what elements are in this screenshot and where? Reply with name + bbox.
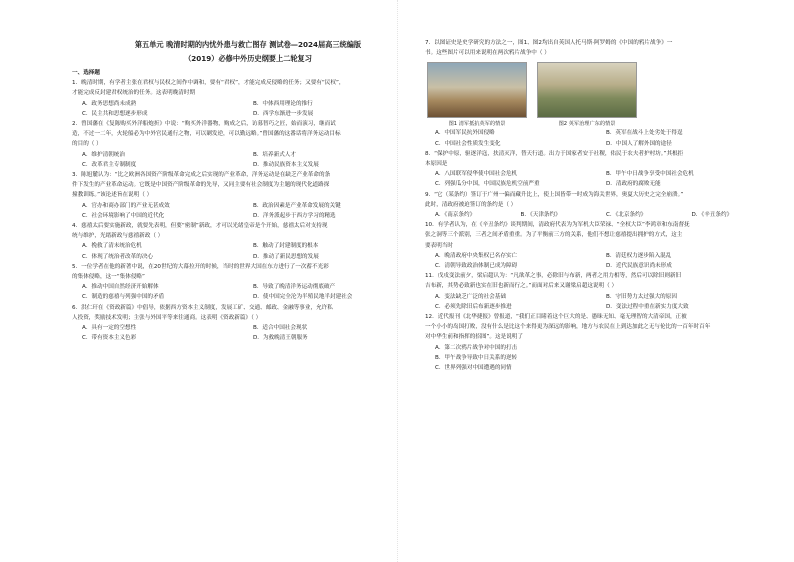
answer-option: A．挽救了清末统治危机 bbox=[82, 243, 142, 250]
question-text-line: 书。这些图片可以用来说明在两次鸦片战争中（ ） bbox=[425, 50, 550, 57]
answer-option: C．体现了统治者改革的决心 bbox=[82, 253, 154, 260]
answer-options bbox=[425, 251, 777, 271]
question-text-line: 9．“它（某条约）签订于广州一偏而藏升比上，使上国皆带一时成为海关世界，奥夏大历史之完全崩溃。” bbox=[425, 191, 684, 198]
answer-option: A．中国军民抗外国侵略 bbox=[435, 130, 495, 137]
figure-caption: 图1 清军抵抗英军的情景 bbox=[448, 121, 506, 128]
answer-option: B．政治因素是产业革命发展的关键 bbox=[253, 202, 341, 209]
question-text-line: 张之洞等三个派别，三者之间矛盾重重。为了平衡前三方的关系，他们不想让慈禧提出拥护的方式，这主 bbox=[425, 232, 683, 239]
figure-captions bbox=[425, 120, 777, 128]
answer-options bbox=[72, 241, 424, 261]
left-question-list bbox=[72, 78, 424, 343]
answer-option: B．触动了封建制度的根本 bbox=[253, 243, 319, 250]
answer-option: D．洋务派起步于西方学习的精选 bbox=[253, 212, 336, 219]
answer-option: C．中国社会性质发生变化 bbox=[435, 140, 501, 147]
answer-option: C．必须先除旧后布新逐步推进 bbox=[435, 303, 512, 310]
question-text-line: 件下发生的产业革命运动。它既是中国资产阶级革命的先导，又同主要有社会制度为主题的现代化道路探 bbox=[72, 182, 330, 189]
question-block bbox=[425, 312, 777, 373]
answer-option: B．甲午战争导致中日关系的逆转 bbox=[435, 354, 518, 361]
question-block bbox=[425, 220, 777, 271]
question-text-line: 造，不过一二年，火轮船必为中外官民通行之物，可以剿发逆，可以勤远略。”曾国藩的这番话将洋务运动目标 bbox=[72, 131, 341, 138]
answer-options bbox=[72, 282, 424, 302]
figure-1-image bbox=[427, 62, 527, 118]
question-text-line: 5．一位学者在他的新著中说，在20世纪的大幕拉开的时候，当时的世界大国在东方进行了一次蓄不光彩 bbox=[72, 263, 329, 270]
question-block bbox=[72, 303, 424, 344]
section-heading: 一、选择题 bbox=[72, 70, 100, 76]
question-text-line: 10．有学者认为，在《辛丑条约》谈判期间，清政府代表为为军机大臣荣禄、“全权大臣”李鸿章和东南督抚 bbox=[425, 222, 690, 229]
answer-option: A．官办和商办部门的产业无甚成效 bbox=[82, 202, 170, 209]
question-block bbox=[72, 170, 424, 221]
exam-title bbox=[72, 38, 424, 66]
answer-option: A．变法缺乏广泛的社会基础 bbox=[435, 293, 506, 300]
answer-option: A．《南京条约》 bbox=[435, 212, 476, 219]
answer-option: C．《北京条约》 bbox=[606, 212, 647, 219]
question-text-line: 1．晚清时期，有学者主张在君权与民权之间作中调和，要有“君权”，才能完成反侵略的任务；又要有“民权”， bbox=[72, 80, 345, 87]
answer-option: C．清朝导致政治体制已成为障碍 bbox=[435, 263, 518, 270]
answer-option: C．改革君主专制制度 bbox=[82, 161, 137, 168]
question-block bbox=[72, 262, 424, 303]
question-text-line: 一个小小的岛国打败，没有什么是比这个来得更为深远的影响，地方与农民在上到达加此之无与伦比的一百年时百年 bbox=[425, 324, 711, 331]
answer-option: B．守旧势力太过强大的原因 bbox=[606, 293, 677, 300]
question-text-line: 3．陈旭麓认为：“比之欧洲各国资产阶级革命完成之后实现的产业革命，洋务运动是在缺乏产业革命的条 bbox=[72, 172, 331, 179]
answer-option: C．制造的慈禧与列强中国的矛盾 bbox=[82, 294, 165, 301]
answer-option: A．第二次鸦片战争对中国的打击 bbox=[435, 344, 518, 351]
question-text-line: 对中华生前和指挥的招图”。这是说明了 bbox=[425, 334, 523, 341]
figure-2-image bbox=[537, 62, 637, 118]
answer-options bbox=[425, 292, 777, 312]
question-block bbox=[425, 190, 777, 221]
answer-option: D．推动了新民思想的发展 bbox=[253, 253, 319, 260]
question-block bbox=[72, 221, 424, 262]
answer-option: B．《天津条约》 bbox=[520, 212, 561, 219]
answer-option: C．社会环境影响了中国的近代化 bbox=[82, 212, 165, 219]
answer-option: A．八国联军侵华使中国社会危机 bbox=[435, 171, 518, 178]
question-text-line: 撞教训练。”该论述旨在说明（ ） bbox=[72, 192, 153, 199]
answer-options bbox=[425, 343, 777, 374]
answer-option: D．推动民族资本主义发展 bbox=[253, 161, 319, 168]
answer-option: B．甲午中日战争享受中国社会危机 bbox=[606, 171, 694, 178]
answer-option: C．列强瓜分中国，中国民族危机空前严重 bbox=[435, 181, 540, 188]
question-text-line: 11．戊戌变法前夕，梁启超认为：“凡欲革之事，必除旧与布新，两者之用力相等，然后可以除旧则新旧 bbox=[425, 273, 682, 280]
answer-options bbox=[72, 323, 424, 343]
answer-option: C．带有资本主义色彩 bbox=[82, 335, 137, 342]
figure-row bbox=[425, 62, 777, 118]
answer-option: D．西学东渐进一步发展 bbox=[253, 110, 314, 117]
answer-option: C．世界列强对中国遭遇的同情 bbox=[435, 365, 512, 372]
answer-option: B．导致了晚清洋务运动彻底破产 bbox=[253, 284, 336, 291]
answer-option: D．中国人了解外国的途径 bbox=[606, 140, 672, 147]
question-text-line: 2．曾国藩在《复陈购买外洋船炮折》中说：“购买外洋器物，购成之后，访募智巧之匠，始而演习，继而试 bbox=[72, 121, 336, 128]
question-text-line: 吉布新，其势必致新也实在旧也新而行之。”而面对后来又谢梁启超这说明（ ） bbox=[425, 283, 618, 290]
answer-option: A．具有一定的空想性 bbox=[82, 325, 137, 332]
answer-option: A．维护清朝统治 bbox=[82, 151, 125, 158]
answer-option: B．英军在战斗上处劣处于得逞 bbox=[606, 130, 683, 137]
answer-options bbox=[72, 150, 424, 170]
answer-option: D．使中国完全沦为半殖民地半封建社会 bbox=[253, 294, 353, 301]
question-text-line: 7．以图证史是史学研究的方法之一，图1、图2均出自英国人托马斯·阿罗姆的《中国的鸦片战争》一 bbox=[425, 40, 673, 46]
answer-option: D．为救晚清王朝服务 bbox=[253, 335, 308, 342]
question-block bbox=[72, 78, 424, 119]
answer-option: D．清政府的腐败无能 bbox=[606, 181, 661, 188]
question-text-line: 4．慈禧太后要实施新政，就要先表明，但要“密制”新政，才可以光绪皇帝是个开始，慈禧太后对支持现 bbox=[72, 223, 328, 230]
question-text-line: 人投资，奖励技术发明；主张与外国平等来往通商。这表明《资政新篇》（ ） bbox=[72, 314, 262, 321]
question-text-line: 才能完成反封建君权统治的任务。这表明晚清时期 bbox=[72, 90, 196, 97]
question-text-line: 的集体侵略，这一“集体侵略” bbox=[72, 274, 145, 281]
right-column bbox=[425, 38, 777, 373]
question-text-line: 6．洪仁玕在《资政新篇》中倡导，依据西方资本主义制度，发展工矿、交通、邮政、金融等事业，允许私 bbox=[72, 304, 333, 311]
answer-option: D．变法过程中重在新实力度大致 bbox=[606, 303, 689, 310]
answer-options bbox=[72, 99, 424, 119]
left-column bbox=[72, 38, 424, 343]
answer-option: A．推动中国自然经济开始解体 bbox=[82, 284, 159, 291]
question-text-line: 统与维护，光绪新政与慈禧新政（ ） bbox=[72, 233, 164, 240]
question-text-line: 的目的（ ） bbox=[72, 141, 102, 148]
answer-option: B．中体西用理论的推行 bbox=[253, 100, 313, 107]
question-block bbox=[425, 38, 777, 149]
question-text-line: 本原因是 bbox=[425, 161, 448, 168]
question-block bbox=[425, 271, 777, 312]
answer-option: D．近代民族意识尚未形成 bbox=[606, 263, 672, 270]
question-text-line: 8．“保护中原，驱逐洋寇，扶清灭洋，替天行道。出力于国家者安于社稷，佑民于农夫者护村坊。”其根拒 bbox=[425, 150, 684, 157]
answer-option: A．政务思想尚未成熟 bbox=[82, 100, 137, 107]
answer-option: D．《辛丑条约》 bbox=[691, 212, 733, 219]
figure-caption: 图2 英军治理广东的情景 bbox=[558, 121, 616, 128]
answer-options bbox=[72, 201, 424, 221]
answer-options bbox=[425, 210, 777, 220]
answer-option: B．培养新式人才 bbox=[253, 151, 296, 158]
answer-options bbox=[425, 128, 777, 148]
question-block bbox=[425, 149, 777, 190]
answer-option: A．晚清政府中央集权已名存实亡 bbox=[435, 252, 518, 259]
exam-title-line-2: （2019）必修中外历史纲要上二轮复习 bbox=[184, 54, 312, 63]
answer-option: C．民主共和思想逐步形成 bbox=[82, 110, 148, 117]
answer-options bbox=[425, 169, 777, 189]
answer-option: B．适合中国社会现状 bbox=[253, 325, 308, 332]
right-question-list bbox=[425, 38, 777, 373]
exam-title-line-1: 第五单元 晚清时期的内忧外患与救亡图存 测试卷—2024届高三统编版 bbox=[134, 40, 362, 49]
question-text-line: 要表明当时 bbox=[425, 242, 453, 249]
answer-option: B．清廷权力逐步陷入混乱 bbox=[606, 252, 672, 259]
question-block bbox=[72, 119, 424, 170]
question-text-line: 12．近代报刊《北华捷报》曾报道，“我们正目睹着这个巨大的是、愚昧无知、毫无理智的大清帝国，正被 bbox=[425, 314, 687, 321]
question-text-line: 此时，清政府被迫签订的条约是（ ） bbox=[425, 201, 517, 208]
